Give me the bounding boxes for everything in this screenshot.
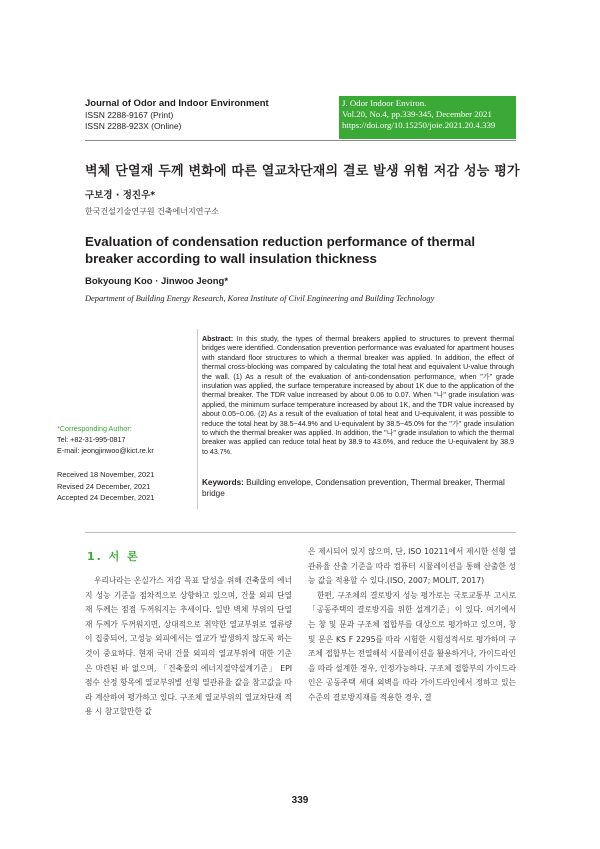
paragraph: 한편, 구조체의 결로방지 성능 평가로는 국토교통부 고시로 「공동주택의 결로방지를 위한 설계기준」이 있다. 여기에서는 창 및 문과 구조체 접합부를 대상으로 평가하고 있으며, 창 및 문은 KS F 2295를 따라 시험한 시험성적서로 평가하며 구조체 접합부는 전열해석 시뮬레이션을 활용하거나, 가이드라인을 따라 설계한 경우, 인정가능하다. 구조체 접합부의 가이드라인은 공동주택 세대 외벽을 따라 가이드라인에서 정하고 있는 수준의 결로방지재를 적용한 경우, 결 xyxy=(308,590,516,702)
body-column-right xyxy=(308,545,516,706)
english-affiliation: Department of Building Energy Research, Korea Institute of Civil Engineering and Building Technology xyxy=(85,294,435,303)
section-heading: 1. 서 론 xyxy=(87,550,140,563)
date-received: Received 18 November, 2021 xyxy=(57,470,155,479)
issn-online: ISSN 2288-923X (Online) xyxy=(85,121,182,131)
keywords-text: Building envelope, Condensation prevention, Thermal breaker, Thermal bridge xyxy=(202,478,505,498)
english-authors: Bokyoung Koo · Jinwoo Jeong* xyxy=(85,276,229,287)
korean-affiliation: 한국건설기술연구원 건축에너지연구소 xyxy=(85,207,219,216)
paragraph: 은 제시되어 있지 않으며, 단, ISO 10211에서 제시한 선형 열관류율 산출 기준을 따라 컴퓨터 시뮬레이션을 통해 산출한 성능 값을 적용할 수 있다.(ISO, 2007; MOLIT, 2017) xyxy=(308,547,516,586)
english-title: Evaluation of condensation reduction performance of thermal breaker according to wall insulation thickness xyxy=(85,234,476,266)
journal-info xyxy=(85,98,335,132)
page-number: 339 xyxy=(291,795,309,806)
date-accepted: Accepted 24 December, 2021 xyxy=(57,493,155,502)
korean-authors: 구보경 · 정진우* xyxy=(85,190,156,201)
journal-name: Journal of Odor and Indoor Environment xyxy=(85,98,269,109)
abstract-label: Abstract: xyxy=(202,335,234,343)
abstract xyxy=(202,335,514,457)
date-revised: Revised 24 December, 2021 xyxy=(57,481,151,491)
abstract-divider xyxy=(197,329,198,509)
citation-box xyxy=(339,96,516,139)
article-dates xyxy=(57,469,197,504)
korean-title: 벽체 단열재 두께 변화에 따른 열교차단재의 결로 발생 위험 저감 성능 평가 xyxy=(85,164,520,179)
header-divider xyxy=(85,140,516,141)
abstract-text: In this study, the types of thermal breakers applied to structures to prevent thermal bridges were identified. Condensation prevention performance was evaluated for apartment houses with standard floor structures to which a thermal breaker was applied. In addition, the effect of thermal cross-blocking was compared by calculating the total heat and equivalent U-value through the wall. (1) As a result of the evaluation of anti-condensation performance, when "가" grade insulation was applied, the surface temperature increased by about 1K due to the application of the thermal breaker. The TDR value increased by about 0.06 to 0.07. When "나" grade insulation was applied, the minimum surface temperature increased by about 1K, and the TDR value increased by about 0.05~0.06. (2) As a result of the evaluation of total heat and U-equivalent, it was possible to reduce the total heat by 38.5~44.9% and U-equivalent by 38.5~45.0% for the "가" grade insulation to which the thermal breaker was applied. In addition, the "나" grade insulation to which the thermal breaker was applied can reduce total heat by 38.9 to 43.6%, and reduce the U-equivalent by 38.9 to 43.7%. xyxy=(202,335,514,456)
citation-volume: Vol.20, No.4, pp.339-345, December 2021 xyxy=(342,109,492,119)
corresponding-label: *Corresponding Author: xyxy=(57,424,132,433)
citation-journal: J. Odor Indoor Environ. xyxy=(342,98,427,108)
citation-doi[interactable]: https://doi.org/10.15250/joie.2021.20.4.339 xyxy=(342,120,496,130)
corresponding-tel: Tel: +82-31-995-0817 xyxy=(57,435,126,444)
body-divider xyxy=(85,532,516,533)
corresponding-email[interactable]: E-mail: jeongjinwoo@kict.re.kr xyxy=(57,446,154,455)
keywords-label: Keywords: xyxy=(202,478,244,487)
paragraph: 우리나라는 온실가스 저감 목표 달성을 위해 건축물의 에너지 성능 기준을 점차적으로 상향하고 있으며, 건물 외피 단열재 두께는 점점 두꺼워지는 추세이다. 일반 벽체 부위의 단열재 두께가 두꺼워지면, 상대적으로 취약한 열교부위로 열류량이 집중되어, 고성능 외피에서는 열교가 발생하지 않도록 하는 것이 중요하다. 현재 국내 건물 외피의 열교부위에 대한 기준은 마련된 바 없으며, 「건축물의 에너지절약설계기준」 EPI 점수 산정 항목에 열교부위별 선형 열관류율 값을 참고값을 따라 계산하여 평가하고 있다. 구조체 열교부위의 열교차단재 적용 시 참고할만한 값 xyxy=(85,576,292,717)
issn-print: ISSN 2288-9167 (Print) xyxy=(85,110,174,120)
body-column-left xyxy=(85,574,292,720)
keywords xyxy=(202,478,514,499)
